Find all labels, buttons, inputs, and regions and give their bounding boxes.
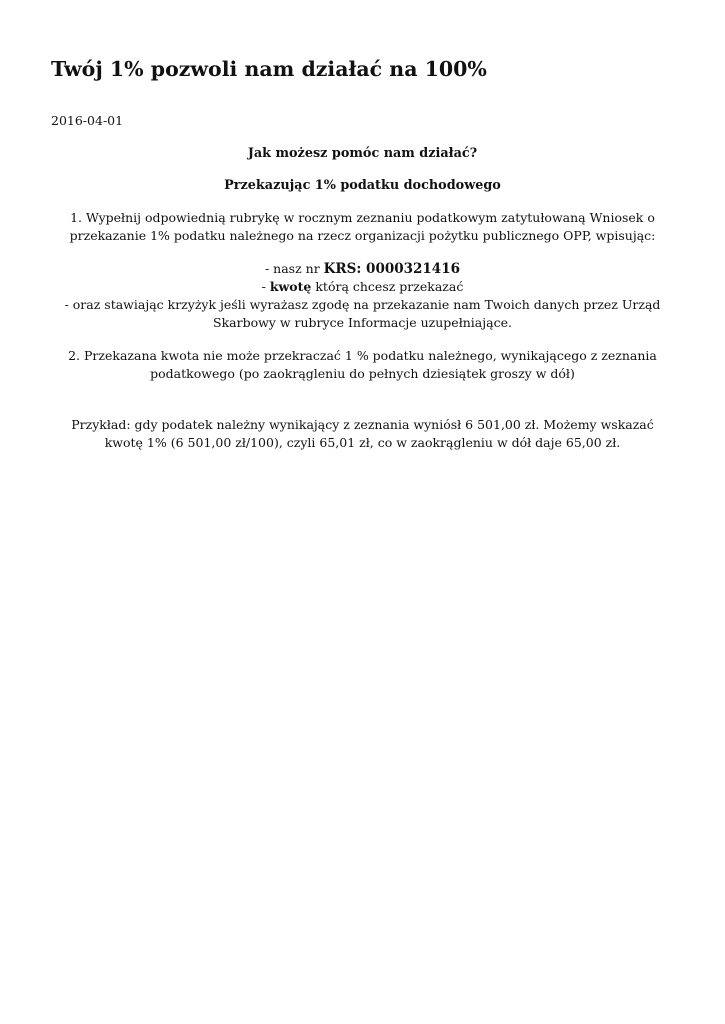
- amount-suffix: którą chcesz przekazać: [311, 279, 464, 294]
- amount-bold: kwotę: [269, 279, 312, 294]
- amount-prefix: -: [261, 279, 270, 294]
- method-heading: Przekazując 1% podatku dochodowego: [224, 178, 501, 193]
- article-body: [51, 145, 674, 452]
- example-paragraph: Przykład: gdy podatek należny wynikający z zeznania wyniósł 6 501,00 zł. Możemy wskazać kwotę 1% (6 501,00 zł/100), czyli 65,01 zł, co w zaokrągleniu w dół daje 65,00 zł.: [71, 417, 654, 450]
- question-heading: Jak możesz pomóc nam działać?: [247, 146, 478, 161]
- instructions-list: [51, 260, 674, 332]
- publish-date: 2016-04-01: [51, 113, 124, 128]
- krs-prefix: - nasz nr: [264, 261, 324, 276]
- consent-line: - oraz stawiając krzyżyk jeśli wyrażasz zgodę na przekazanie nam Twoich danych przez Urząd Skarbowy w rubryce Informacje uzupełniające.: [64, 297, 661, 330]
- amount-line: [51, 278, 674, 296]
- page-title: Twój 1% pozwoli nam działać na 100%: [51, 57, 487, 81]
- krs-line: [51, 260, 674, 278]
- step-2-paragraph: 2. Przekazana kwota nie może przekraczać 1 % podatku należnego, wynikającego z zeznania podatkowego (po zaokrągleniu do pełnych dziesiątek groszy w dół): [68, 348, 657, 381]
- krs-number: KRS: 0000321416: [323, 261, 460, 277]
- step-1-paragraph: 1. Wypełnij odpowiednią rubrykę w rocznym zeznaniu podatkowym zatytułowaną Wniosek o przekazanie 1% podatku należnego na rzecz organizacji pożytku publicznego OPP, wpisując:: [69, 210, 656, 243]
